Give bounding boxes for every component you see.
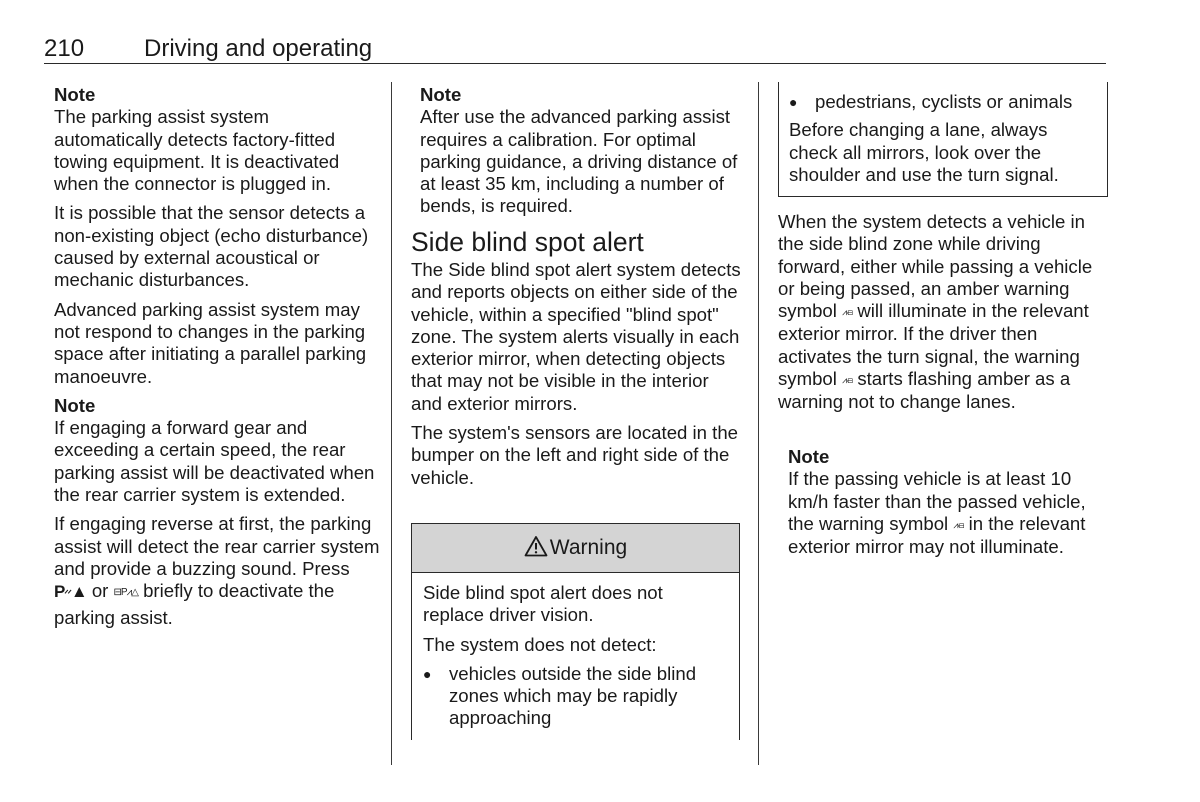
note-title: Note — [54, 84, 96, 105]
warning-box-continued — [778, 82, 1108, 197]
note-title: Note — [788, 446, 830, 467]
column-3-note — [788, 446, 1108, 558]
list-item-text: vehicles outside the side blind zones which may be rapidly approaching — [449, 662, 697, 729]
paragraph-text: When the system detects a vehicle in the side blind zone while driving forward, either while passing a vehicle or being passed, an amber warning symbol — [778, 211, 1093, 322]
blind-spot-symbol-icon: ⩘⋅⊟ — [842, 375, 853, 386]
note-text: If engaging a forward gear and exceeding a certain speed, the rear parking assist will be deactivated when the rear carrier system is extended. — [54, 417, 375, 506]
bullet-dot-icon: ● — [789, 94, 798, 110]
parking-assist-off-icon: ⊟P⩘△ — [113, 587, 138, 599]
section-heading: Side blind spot alert — [411, 227, 644, 257]
paragraph-text: If engaging reverse at first, the parking assist will detect the rear carrier system and provide a buzzing sound. Press — [54, 513, 380, 579]
list-item — [789, 91, 1097, 113]
paragraph-text: or — [91, 580, 109, 602]
note-title: Note — [54, 394, 96, 416]
warning-text: Before changing a lane, always check all mirrors, look over the shoulder and use the turn signal. — [789, 119, 1059, 185]
note-text: After use the advanced parking assist requires a calibration. For optimal parking guidance, a driving distance of at least 35 km, including a number of bends, is required. — [420, 106, 738, 217]
warning-text: The system does not detect: — [423, 633, 657, 655]
column-divider-1 — [391, 82, 392, 765]
note-text — [788, 468, 1108, 558]
paragraph: The Side blind spot alert system detects and reports objects on either side of the vehicle, within a specified "blind spot" zone. The system alerts visually in each exterior mirror, when detecting objects that may not be visible in the interior and exterior mirrors. — [411, 259, 741, 414]
paragraph-text: starts flashing amber as a warning not to change lanes. — [778, 368, 1071, 413]
paragraph: Advanced parking assist system may not respond to changes in the parking space after initiating a parallel parking manoeuvre. — [54, 298, 367, 387]
paragraph-text: will illuminate in the relevant exterior mirror. If the driver then activates the turn signal, the warning symbol — [778, 300, 1089, 390]
page-number: 210 — [44, 35, 85, 62]
warning-triangle-icon — [524, 535, 548, 557]
column-2-section — [411, 226, 741, 496]
list-item — [423, 663, 728, 730]
note-text-part: in the relevant exterior mirror may not illuminate. — [788, 512, 1086, 558]
warning-box — [411, 523, 740, 740]
column-divider-2 — [758, 82, 759, 765]
blind-spot-symbol-icon: ⩘⋅⊟ — [953, 519, 964, 530]
note-block — [54, 84, 380, 195]
blind-spot-symbol-icon: ⩘⋅⊟ — [842, 307, 853, 318]
paragraph — [54, 513, 380, 628]
parking-assist-button-icon: Pᐟᐟ▲ — [54, 582, 87, 602]
warning-header — [412, 524, 739, 573]
warning-body — [412, 573, 739, 730]
note-title: Note — [420, 84, 462, 105]
note-text: The parking assist system automatically detects factory-fitted towing equipment. It is deactivated when the connector is plugged in. — [54, 106, 340, 195]
warning-text: Side blind spot alert does not replace driver vision. — [423, 582, 663, 626]
column-3 — [778, 211, 1108, 421]
column-1 — [54, 84, 380, 636]
warning-body — [779, 82, 1107, 186]
list-item-text: pedestrians, cyclists or animals — [815, 91, 1073, 112]
paragraph: It is possible that the sensor detects a non-existing object (echo disturbance) caused by external acoustical or mechanic disturbances. — [54, 202, 369, 291]
warning-title: Warning — [549, 536, 628, 559]
page-header — [44, 33, 1106, 64]
paragraph — [778, 211, 1108, 414]
paragraph: The system's sensors are located in the bumper on the left and right side of the vehicle. — [411, 422, 739, 488]
bullet-dot-icon: ● — [423, 665, 432, 682]
note-block — [54, 395, 380, 506]
note-text-part: If the passing vehicle is at least 10 km/h faster than the passed vehicle, the warning symbol — [788, 468, 1086, 534]
chapter-title: Driving and operating — [144, 35, 373, 62]
paragraph-text: briefly to deactivate the parking assist. — [54, 580, 335, 628]
note-block — [420, 84, 746, 218]
column-2 — [420, 84, 746, 225]
